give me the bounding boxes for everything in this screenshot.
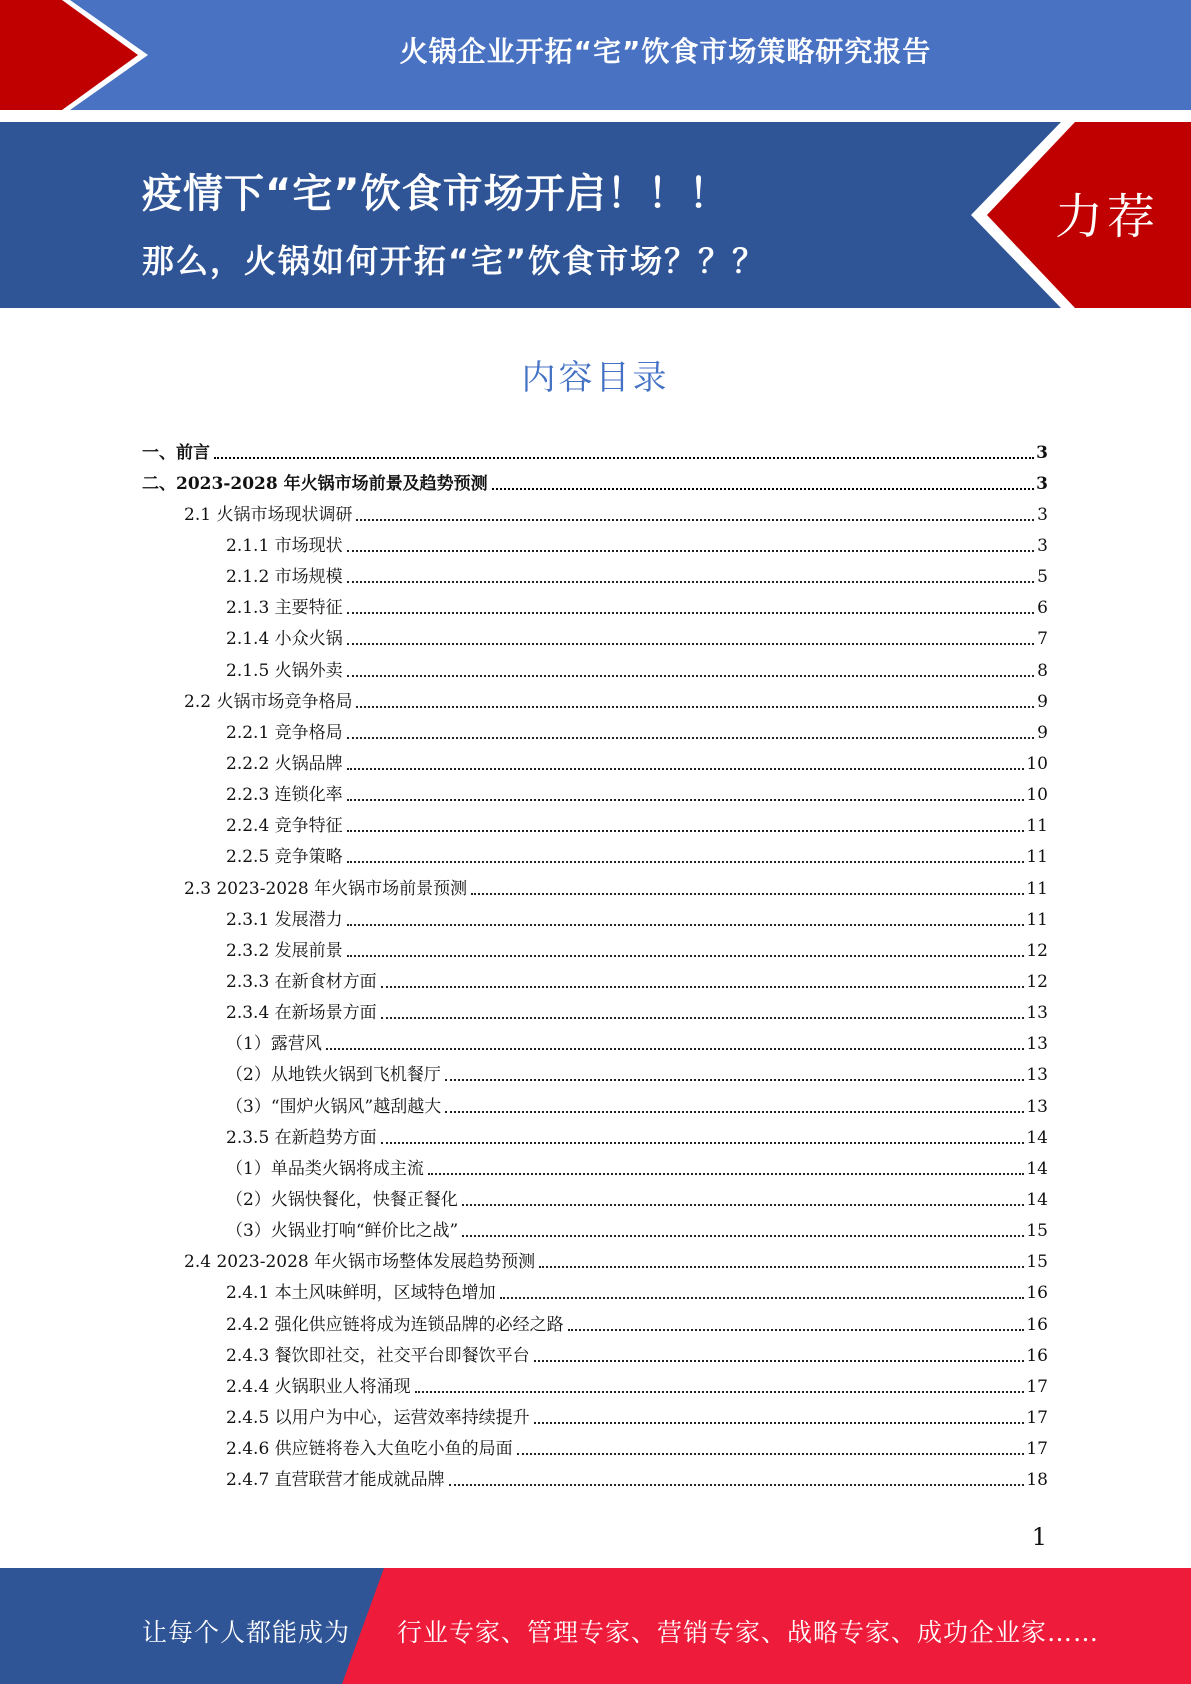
toc-dot-leader — [415, 1381, 1025, 1393]
toc-entry-title: 2.2.2 火锅品牌 — [226, 753, 343, 774]
toc-entry[interactable] — [142, 1091, 1048, 1122]
toc-dot-leader — [568, 1319, 1025, 1331]
toc-entry-page: 9 — [1037, 691, 1048, 712]
toc-entry-title: （1）露营风 — [226, 1034, 322, 1055]
toc-dot-leader — [356, 509, 1034, 521]
toc-entry-page: 3 — [1037, 504, 1048, 525]
toc-entry-title: 2.4.6 供应链将卷入大鱼吃小鱼的局面 — [226, 1439, 513, 1460]
toc-entry[interactable] — [142, 1434, 1048, 1465]
page-number: 1 — [1031, 1523, 1047, 1551]
toc-entry-page: 17 — [1026, 1407, 1048, 1428]
toc-entry-page: 7 — [1037, 629, 1048, 650]
toc-entry[interactable] — [142, 873, 1048, 904]
toc-entry-title: 2.4.4 火锅职业人将涌现 — [226, 1376, 411, 1397]
toc-entry-title: 2.2 火锅市场竞争格局 — [184, 691, 353, 712]
toc-entry-title: 2.3.4 在新场景方面 — [226, 1003, 377, 1024]
toc-entry[interactable] — [142, 780, 1048, 811]
toc-entry-page: 16 — [1026, 1283, 1048, 1304]
toc-dot-leader — [347, 789, 1025, 801]
toc-entry-title: 2.4 2023-2028 年火锅市场整体发展趋势预测 — [184, 1252, 536, 1273]
toc-entry-title: 2.4.5 以用户为中心，运营效率持续提升 — [226, 1407, 530, 1428]
toc-entry[interactable] — [142, 1371, 1048, 1402]
toc-entry-title: 2.3 2023-2028 年火锅市场前景预测 — [184, 878, 468, 899]
toc-entry-page: 14 — [1026, 1158, 1048, 1179]
toc-dot-leader — [347, 914, 1025, 926]
toc-entry-title: 2.1.1 市场现状 — [226, 535, 343, 556]
toc-entry-page: 11 — [1026, 816, 1048, 837]
report-title: 火锅企业开拓“宅”饮食市场策略研究报告 — [399, 35, 932, 68]
toc-entry-title: 2.3.2 发展前景 — [226, 940, 343, 961]
toc-entry[interactable] — [142, 1465, 1048, 1496]
toc-entry[interactable] — [142, 717, 1048, 748]
toc-entry-title: 2.1.3 主要特征 — [226, 598, 343, 619]
toc-entry-title: 2.1.2 市场规模 — [226, 567, 343, 588]
toc-dot-leader — [449, 1474, 1025, 1486]
table-of-contents — [142, 437, 1048, 1496]
toc-entry[interactable] — [142, 1060, 1048, 1091]
toc-dot-leader — [445, 1101, 1024, 1113]
toc-entry[interactable] — [142, 1247, 1048, 1278]
toc-entry[interactable] — [142, 593, 1048, 624]
toc-entry-page: 17 — [1026, 1376, 1048, 1397]
footer-slogan-right: 行业专家、管理专家、营销专家、战略专家、成功企业家…… — [397, 1618, 1100, 1647]
toc-entry-page: 3 — [1036, 442, 1048, 463]
toc-entry-page: 17 — [1026, 1439, 1048, 1460]
toc-dot-leader — [428, 1163, 1025, 1175]
toc-entry-page: 13 — [1026, 1034, 1048, 1055]
toc-entry-page: 14 — [1026, 1189, 1048, 1210]
toc-dot-leader — [356, 696, 1034, 708]
recommend-badge: 力荐 — [1054, 189, 1159, 245]
toc-dot-leader — [347, 665, 1034, 677]
toc-entry-title: 2.4.2 强化供应链将成为连锁品牌的必经之路 — [226, 1314, 564, 1335]
toc-entry-page: 15 — [1026, 1252, 1048, 1273]
toc-entry[interactable] — [142, 1153, 1048, 1184]
banner-subheadline: 那么，火锅如何开拓“宅”饮食市场？？？ — [142, 242, 767, 280]
toc-entry-page: 16 — [1026, 1314, 1048, 1335]
toc-entry-page: 9 — [1037, 722, 1048, 743]
toc-entry[interactable] — [142, 686, 1048, 717]
toc-entry-title: 2.2.5 竞争策略 — [226, 847, 343, 868]
toc-dot-leader — [381, 1007, 1025, 1019]
toc-dot-leader — [534, 1412, 1025, 1424]
toc-entry[interactable] — [142, 624, 1048, 655]
toc-entry[interactable] — [142, 904, 1048, 935]
toc-entry-title: 2.4.3 餐饮即社交，社交平台即餐饮平台 — [226, 1345, 530, 1366]
toc-entry-page: 16 — [1026, 1345, 1048, 1366]
toc-entry[interactable] — [142, 966, 1048, 997]
toc-entry-title: （2）火锅快餐化，快餐正餐化 — [226, 1189, 458, 1210]
toc-dot-leader — [445, 1069, 1025, 1081]
toc-entry-page: 10 — [1026, 753, 1048, 774]
toc-entry-title: 2.1.5 火锅外卖 — [226, 660, 343, 681]
toc-entry-page: 5 — [1037, 567, 1048, 588]
toc-entry-page: 3 — [1036, 473, 1048, 494]
toc-entry-title: （3）火锅业打响“鲜价比之战” — [226, 1221, 459, 1242]
toc-dot-leader — [492, 478, 1034, 490]
toc-entry[interactable] — [142, 811, 1048, 842]
toc-dot-leader — [539, 1256, 1024, 1268]
toc-entry-page: 6 — [1037, 598, 1048, 619]
toc-entry-title: 一、前言 — [142, 442, 210, 463]
toc-dot-leader — [347, 633, 1034, 645]
toc-dot-leader — [347, 571, 1034, 583]
toc-dot-leader — [347, 602, 1034, 614]
toc-dot-leader — [534, 1350, 1025, 1362]
banner-headline: 疫情下“宅”饮食市场开启！！！ — [142, 171, 730, 217]
toc-dot-leader — [500, 1287, 1025, 1299]
toc-entry-title: 二、2023-2028 年火锅市场前景及趋势预测 — [142, 473, 488, 494]
toc-entry-page: 11 — [1026, 878, 1048, 899]
toc-entry-title: 2.3.1 发展潜力 — [226, 909, 343, 930]
toc-entry-title: 2.3.3 在新食材方面 — [226, 971, 377, 992]
toc-entry[interactable] — [142, 1184, 1048, 1215]
toc-dot-leader — [462, 1194, 1025, 1206]
toc-entry-title: 2.4.1 本土风味鲜明，区域特色增加 — [226, 1283, 496, 1304]
toc-entry-page: 12 — [1026, 971, 1048, 992]
toc-dot-leader — [347, 727, 1034, 739]
toc-entry-title: 2.2.3 连锁化率 — [226, 785, 343, 806]
toc-dot-leader — [471, 883, 1024, 895]
toc-entry[interactable] — [142, 1122, 1048, 1153]
toc-dot-leader — [381, 1132, 1025, 1144]
footer-slogan-left: 让每个人都能成为 — [142, 1618, 351, 1647]
toc-entry-title: （1）单品类火锅将成主流 — [226, 1158, 424, 1179]
toc-dot-leader — [517, 1443, 1025, 1455]
toc-entry[interactable] — [142, 562, 1048, 593]
toc-dot-leader — [347, 851, 1025, 863]
toc-entry[interactable] — [142, 998, 1048, 1029]
toc-entry[interactable] — [142, 935, 1048, 966]
toc-entry[interactable] — [142, 655, 1048, 686]
toc-entry[interactable] — [142, 1309, 1048, 1340]
toc-entry[interactable] — [142, 1029, 1048, 1060]
promo-banner — [0, 122, 1191, 308]
toc-entry-title: 2.1 火锅市场现状调研 — [184, 504, 353, 525]
toc-dot-leader — [347, 945, 1025, 957]
toc-entry-page: 11 — [1026, 847, 1048, 868]
toc-entry[interactable] — [142, 468, 1048, 499]
toc-entry[interactable] — [142, 437, 1048, 468]
toc-entry-page: 12 — [1026, 940, 1048, 961]
toc-entry[interactable] — [142, 499, 1048, 530]
toc-dot-leader — [462, 1225, 1024, 1237]
toc-entry-page: 15 — [1026, 1221, 1048, 1242]
toc-dot-leader — [347, 758, 1025, 770]
toc-entry-title: 2.4.7 直营联营才能成就品牌 — [226, 1470, 445, 1491]
toc-entry-title: 2.3.5 在新趋势方面 — [226, 1127, 377, 1148]
toc-entry[interactable] — [142, 1278, 1048, 1309]
toc-entry[interactable] — [142, 1402, 1048, 1433]
toc-entry-title: （2）从地铁火锅到飞机餐厅 — [226, 1065, 441, 1086]
toc-entry-page: 13 — [1026, 1065, 1048, 1086]
toc-entry[interactable] — [142, 530, 1048, 561]
toc-dot-leader — [326, 1038, 1025, 1050]
toc-entry-title: 2.2.1 竞争格局 — [226, 722, 343, 743]
toc-entry-page: 11 — [1026, 909, 1048, 930]
toc-entry-page: 13 — [1026, 1003, 1048, 1024]
toc-title: 内容目录 — [521, 358, 670, 398]
toc-entry-title: 2.1.4 小众火锅 — [226, 629, 343, 650]
toc-dot-leader — [347, 540, 1034, 552]
toc-entry-title: （3）“围炉火锅风”越刮越大 — [226, 1096, 442, 1117]
toc-entry-page: 3 — [1037, 535, 1048, 556]
toc-dot-leader — [381, 976, 1025, 988]
toc-entry-title: 2.2.4 竞争特征 — [226, 816, 343, 837]
toc-dot-leader — [214, 447, 1034, 459]
toc-entry[interactable] — [142, 748, 1048, 779]
toc-entry-page: 13 — [1026, 1096, 1048, 1117]
toc-entry-page: 14 — [1026, 1127, 1048, 1148]
header-arrow-graphic — [0, 0, 160, 110]
toc-entry-page: 18 — [1026, 1470, 1048, 1491]
toc-entry[interactable] — [142, 1340, 1048, 1371]
toc-entry[interactable] — [142, 842, 1048, 873]
toc-entry-page: 8 — [1037, 660, 1048, 681]
toc-entry-page: 10 — [1026, 785, 1048, 806]
toc-entry[interactable] — [142, 1216, 1048, 1247]
toc-dot-leader — [347, 820, 1025, 832]
